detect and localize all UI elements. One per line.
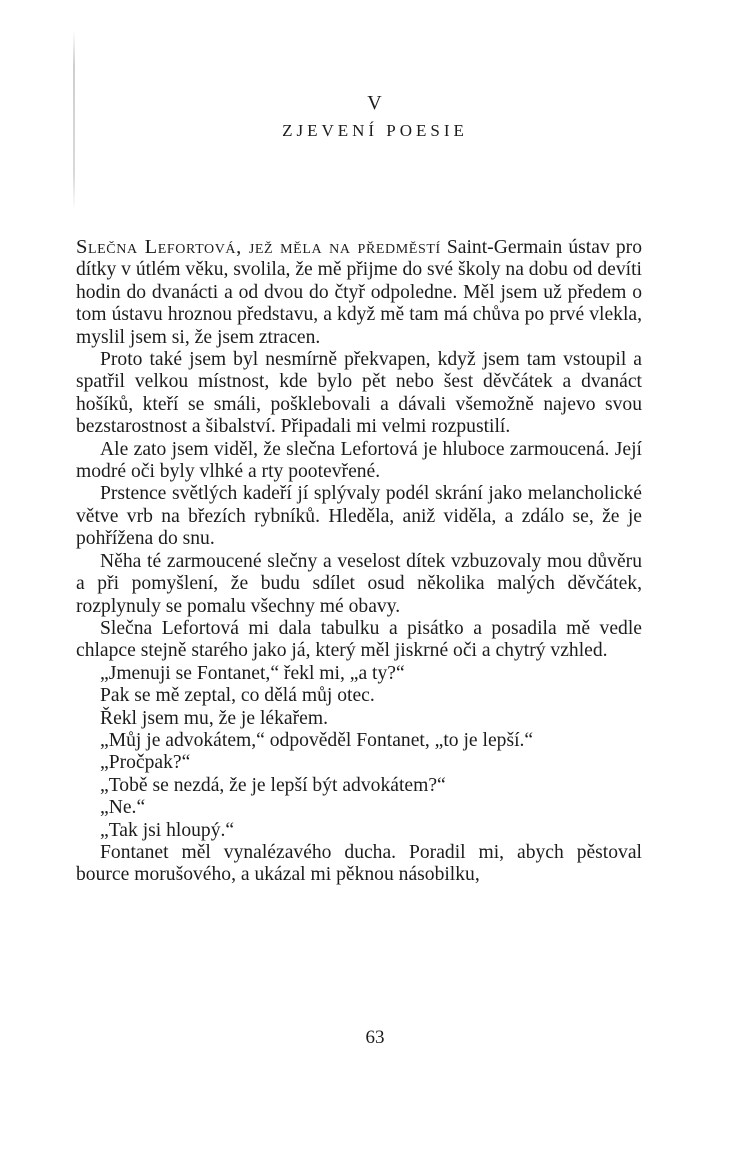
paragraph-text: Saint-Germain ústav pro dítky v útlém věku, svolila, že mě přijme do své školy na dobu od devíti hodin do dvanácti a od dvou do čtyř odpoledne. Měl jsem už předem o tom ústavu hroznou představu, a když mě tam má chůva po prvé vlekla, myslil jsem si, že jsem ztracen. bbox=[76, 237, 643, 348]
dialogue-line: „Můj je advokátem,“ odpověděl Fontanet, „to je lepší.“ bbox=[100, 729, 534, 751]
body-text bbox=[76, 236, 642, 887]
chapter-number: V bbox=[367, 92, 383, 114]
paragraph: Něha té zarmoucené slečny a veselost dítek vzbuzovaly mou důvěru a při pomyšlení, že budu sdílet osud několika malých děvčátek, rozplynuly se pomalu všechny mé obavy. bbox=[76, 550, 642, 617]
dialogue-line: „Tobě se nezdá, že je lepší být advokátem?“ bbox=[100, 774, 446, 796]
page-edge-shadow bbox=[73, 30, 75, 210]
paragraph: Ale zato jsem viděl, že slečna Lefortová je hluboce zarmoucená. Její modré oči byly vlhké a rty pootevřené. bbox=[76, 438, 642, 483]
opening-small-caps: Slečna Lefortová, jež měla na předměstí bbox=[76, 236, 441, 258]
chapter-title: ZJEVENÍ POESIE bbox=[282, 121, 468, 140]
paragraph: Pak se mě zeptal, co dělá můj otec. bbox=[100, 685, 375, 707]
dialogue-line: „Ne.“ bbox=[100, 797, 146, 819]
paragraph: Prstence světlých kadeří jí splývaly podél skrání jako melancholické větve vrb na březích rybníků. Hleděla, aniž viděla, a zdálo se, že je pohřížena do snu. bbox=[76, 483, 642, 550]
paragraph: Řekl jsem mu, že je lékařem. bbox=[100, 707, 328, 729]
paragraph: Fontanet měl vynalézavého ducha. Poradil mi, abych pěstoval bource morušového, a ukázal mi pěknou násobilku, bbox=[76, 841, 642, 886]
paragraph bbox=[76, 236, 642, 349]
dialogue-line: „Pročpak?“ bbox=[100, 752, 191, 774]
page-number: 63 bbox=[365, 1027, 385, 1048]
dialogue-line: „Jmenuji se Fontanet,“ řekl mi, „a ty?“ bbox=[100, 662, 405, 684]
paragraph: Slečna Lefortová mi dala tabulku a pisátko a posadila mě vedle chlapce stejně starého jako já, který měl jiskrné oči a chytrý vzhled. bbox=[76, 617, 642, 662]
paragraph: Proto také jsem byl nesmírně překvapen, když jsem tam vstoupil a spatřil velkou místnost, kde bylo pět nebo šest děvčátek a dvanáct hošíků, kteří se smáli, pošklebovali a dávali všemožně najevo svou bezstarostnost a šibalství. Připadali mi velmi rozpustilí. bbox=[76, 349, 642, 438]
dialogue-line: „Tak jsi hloupý.“ bbox=[100, 819, 235, 841]
